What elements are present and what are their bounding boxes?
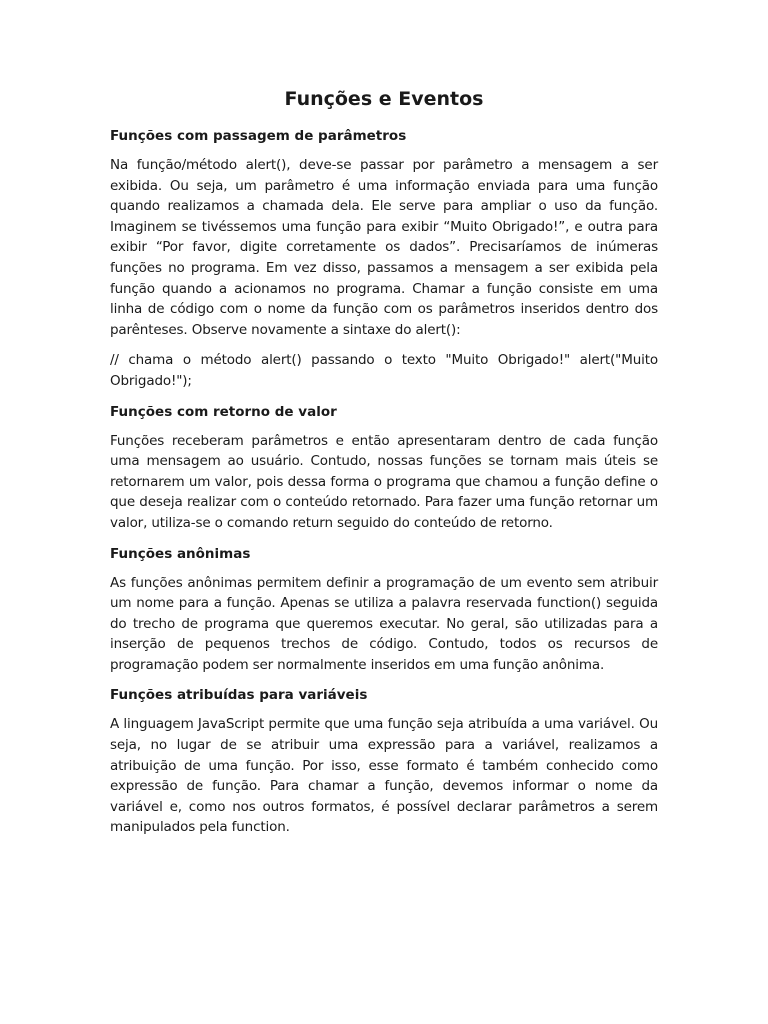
paragraph-parameters-intro: Na função/método alert(), deve-se passar por parâmetro a mensagem a ser exibida. Ou seja, um parâmetro é uma informação enviada para uma função quando realizamos a chamada dela. Ele serve para ampliar o uso da função. Imaginem se tivéssemos uma função para exibir “Muito Obrigado!”, e outra para exibir “Por favor, digite corretamente os dados”. Precisaríamos de inúmeras funções no programa. Em vez disso, passamos a mensagem a ser exibida pela função quando a acionamos no programa. Chamar a função consiste em uma linha de código com o nome da função com os parâmetros inseridos dentro dos parênteses. Observe novamente a sintaxe do alert():: [110, 157, 658, 338]
paragraph-variables: A linguagem JavaScript permite que uma função seja atribuída a uma variável. Ou seja, no lugar de se atribuir uma expressão para a variável, realizamos a atribuição de uma função. Por isso, esse formato é também conhecido como expressão de função. Para chamar a função, devemos informar o nome da variável e, como nos outros formatos, é possível declarar parâmetros a serem manipulados pela function.: [110, 716, 658, 836]
paragraph-return-value: Funções receberam parâmetros e então apresentaram dentro de cada função uma mensagem ao usuário. Contudo, nossas funções se tornam mais úteis se retornarem um valor, pois dessa forma o programa que chamou a função define o que deseja realizar com o conteúdo retornado. Para fazer uma função retornar um valor, utiliza-se o comando return seguido do conteúdo de retorno.: [110, 432, 658, 531]
paragraph-alert-example: // chama o método alert() passando o texto "Muito Obrigado!" alert("Muito Obrigado!");: [110, 352, 658, 389]
paragraph-anonymous: As funções anônimas permitem definir a programação de um evento sem atribuir um nome para a função. Apenas se utiliza a palavra reservada function() seguida do trecho de programa que queremos executar. No geral, são utilizadas para a inserção de pequenos trechos de código. Contudo, todos os recursos de programação podem ser normalmente inseridos em uma função anônima.: [110, 574, 658, 673]
section-heading-anonymous: Funções anônimas: [110, 545, 251, 562]
section-heading-variables: Funções atribuídas para variáveis: [110, 687, 368, 704]
section-heading-parameters: Funções com passagem de parâmetros: [110, 128, 407, 144]
section-heading-return-value: Funções com retorno de valor: [110, 403, 337, 420]
page-title: Funções e Eventos: [284, 88, 484, 110]
